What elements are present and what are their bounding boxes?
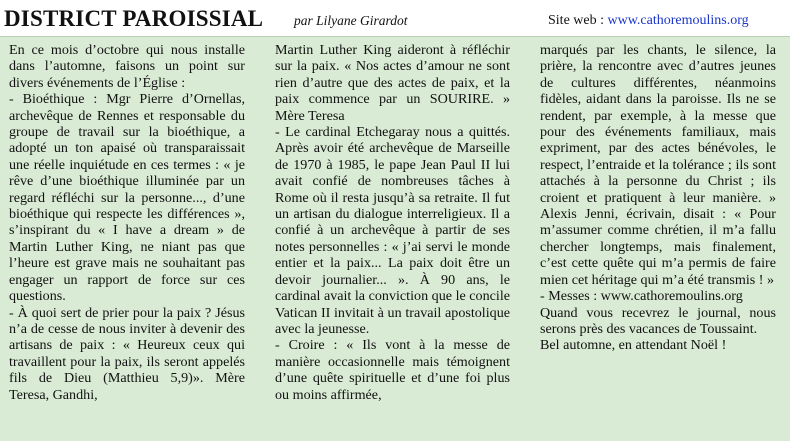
article-panel: [0, 36, 790, 441]
paragraph: marqués par les chants, le silence, la prière, la rencontre avec d’autres jeunes de cultures différentes, néanmoins fidèles, aidant dans la paroisse. Ils ne se rendent, par exemple, à la messe que pour des événements familiaux, mais expriment, par des actes bénévoles, le respect, l’entraide et la tolérance ; ils sont attachés à la personne du Christ ; ils croient et pratiquent à leur manière. » Alexis Jenni, écrivain, disait : « Pour m’assumer comme chrétien, il m’a fallu chercher longtemps, mais finalement, c’est cette quête qui m’a permis de faire mien cet héritage qui m’a été transmis ! »: [540, 42, 776, 288]
text-column-2: [275, 42, 510, 403]
website-reference: [548, 13, 749, 29]
paragraph: - Le cardinal Etchegaray nous a quittés. Après avoir été archevêque de Marseille de 1970 à 1985, le pape Jean Paul II lui avait confié de nombreuses tâches à Rome où il resta jusqu’à sa retraite. Il fut un artisan du dialogue interreligieux. Il a confié à un archevêque à partir de ses notes personnelles : « j’ai servi le monde entier et la paix... La paix doit être un devoir journalier... ». À 90 ans, le cardinal avait la conviction que le concile Vatican II invitait à un travail apostolique avec la jeunesse.: [275, 124, 510, 337]
paragraph: - À quoi sert de prier pour la paix ? Jésus n’a de cesse de nous inviter à devenir des artisans de paix : « Heureux ceux qui travaillent pour la paix, ils seront appelés fils de Dieu (Matthieu 5,9)». Mère Teresa, Gandhi,: [9, 304, 245, 403]
paragraph: En ce mois d’octobre qui nous installe dans l’automne, faisons un point sur divers événements de l’Église :: [9, 42, 245, 91]
website-link[interactable]: www.cathoremoulins.org: [607, 13, 749, 28]
paragraph: - Bioéthique : Mgr Pierre d’Ornellas, archevêque de Rennes et responsable du groupe de travail sur la bioéthique, a adopté un ton apaisé où transparaissait une réelle inquiétude en ces termes : « je rêve d’une bioéthique illuminée par un regard réfléchi sur la personne..., d’une bioéthique qui respecte les différences », s’inspirant du « I have a dream » de Martin Luther King, ne niant pas que l’heure est grave mais ne souhaitant pas engager un rapport de force sur ces questions.: [9, 91, 245, 305]
paragraph: - Croire : « Ils vont à la messe de manière occasionnelle mais témoignent d’une quête spirituelle et d’une foi plus ou moins affirmée,: [275, 337, 510, 403]
page-title: DISTRICT PAROISSIAL: [4, 6, 264, 31]
text-column-3: [540, 42, 776, 354]
paragraph: - Messes : www.cathoremoulins.org: [540, 288, 743, 305]
paragraph: Quand vous recevrez le journal, nous serons près des vacances de Toussaint.: [540, 304, 776, 337]
paragraph: Bel automne, en attendant Noël !: [540, 337, 727, 354]
header: [0, 0, 800, 36]
paragraph: Martin Luther King aideront à réfléchir sur la paix. « Nos actes d’amour ne sont rien d’autre que des actes de paix, et la paix commence par un SOURIRE. » Mère Teresa: [275, 42, 510, 124]
text-column-1: [9, 42, 245, 403]
website-label: Site web :: [548, 13, 608, 28]
author-byline: par Lilyane Girardot: [294, 13, 408, 28]
